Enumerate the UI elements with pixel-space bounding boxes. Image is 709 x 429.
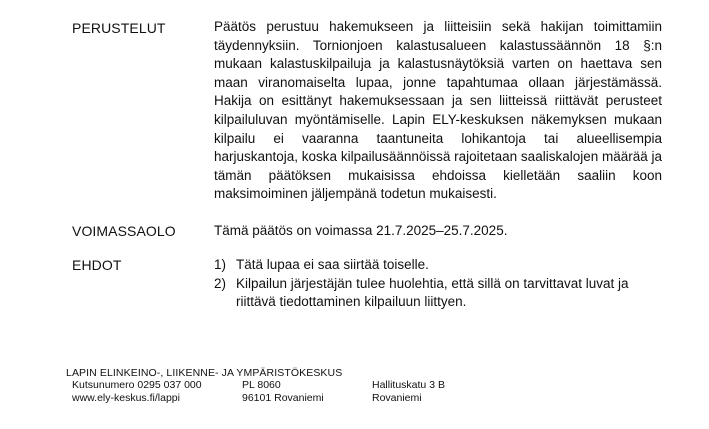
footer-postal-address: [242, 379, 324, 406]
condition-number: 2): [214, 275, 227, 291]
conditions-list: [214, 256, 664, 312]
footer-phone: Kutsunumero 0295 037 000: [72, 379, 202, 391]
voimassaolo-text: Tämä päätös on voimassa 21.7.2025–25.7.2025.: [214, 223, 508, 238]
footer-city: Rovaniemi: [372, 392, 422, 405]
condition-number: 1): [214, 257, 227, 272]
section-label-voimassaolo: VOIMASSAOLO: [72, 223, 176, 239]
footer-organization: LAPIN ELINKEINO-, LIIKENNE- JA YMPÄRISTÖKESKUS: [66, 367, 343, 379]
condition-item: [214, 275, 664, 312]
footer-po-box: PL 8060: [242, 379, 281, 391]
section-label-ehdot: EHDOT: [72, 257, 122, 273]
footer-street: Hallituskatu 3 B: [372, 379, 445, 391]
footer-contact: [72, 379, 202, 406]
section-label-perustelut: PERUSTELUT: [72, 20, 166, 36]
condition-text: Kilpailun järjestäjän tulee huolehtia, että sillä on tarvittavat luvat ja riittävä tiedottaminen kilpailuun liittyen.: [236, 275, 629, 310]
footer-postal-code: 96101 Rovaniemi: [242, 392, 324, 405]
perustelut-text: Päätös perustuu hakemukseen ja liitteisiin sekä hakijan toimittamiin täydennyksiin. Tornionjoen kalastusalueen kalastussäännön 18 §:n mukaan kalastuskilpailuja ja kalastusnäytöksiä varten on haettava sen maan viranomaiselta lupaa, jonne tapahtumaa ollaan järjestämässä. Hakija on esittänyt hakemuksessaan ja sen liitteissä riittävät perusteet kilpailuluvan myöntämiselle. Lapin ELY-keskuksen näkemyksen mukaan kilpailu ei vaaranna taantuneita lohikantoja tai alueellisempia harjuskantoja, koska kilpailusäännöissä rajoitetaan saaliskalojen määrää ja tämän päätöksen mukaisissa ehdoissa kielletään saaliin koon maksimoiminen jäljempänä todetun mukaisesti.: [214, 19, 663, 202]
footer-website: www.ely-keskus.fi/lappi: [72, 392, 180, 405]
condition-item: [214, 256, 664, 275]
footer-street-address: [372, 379, 445, 406]
condition-text: Tätä lupaa ei saa siirtää toiselle.: [236, 257, 429, 272]
